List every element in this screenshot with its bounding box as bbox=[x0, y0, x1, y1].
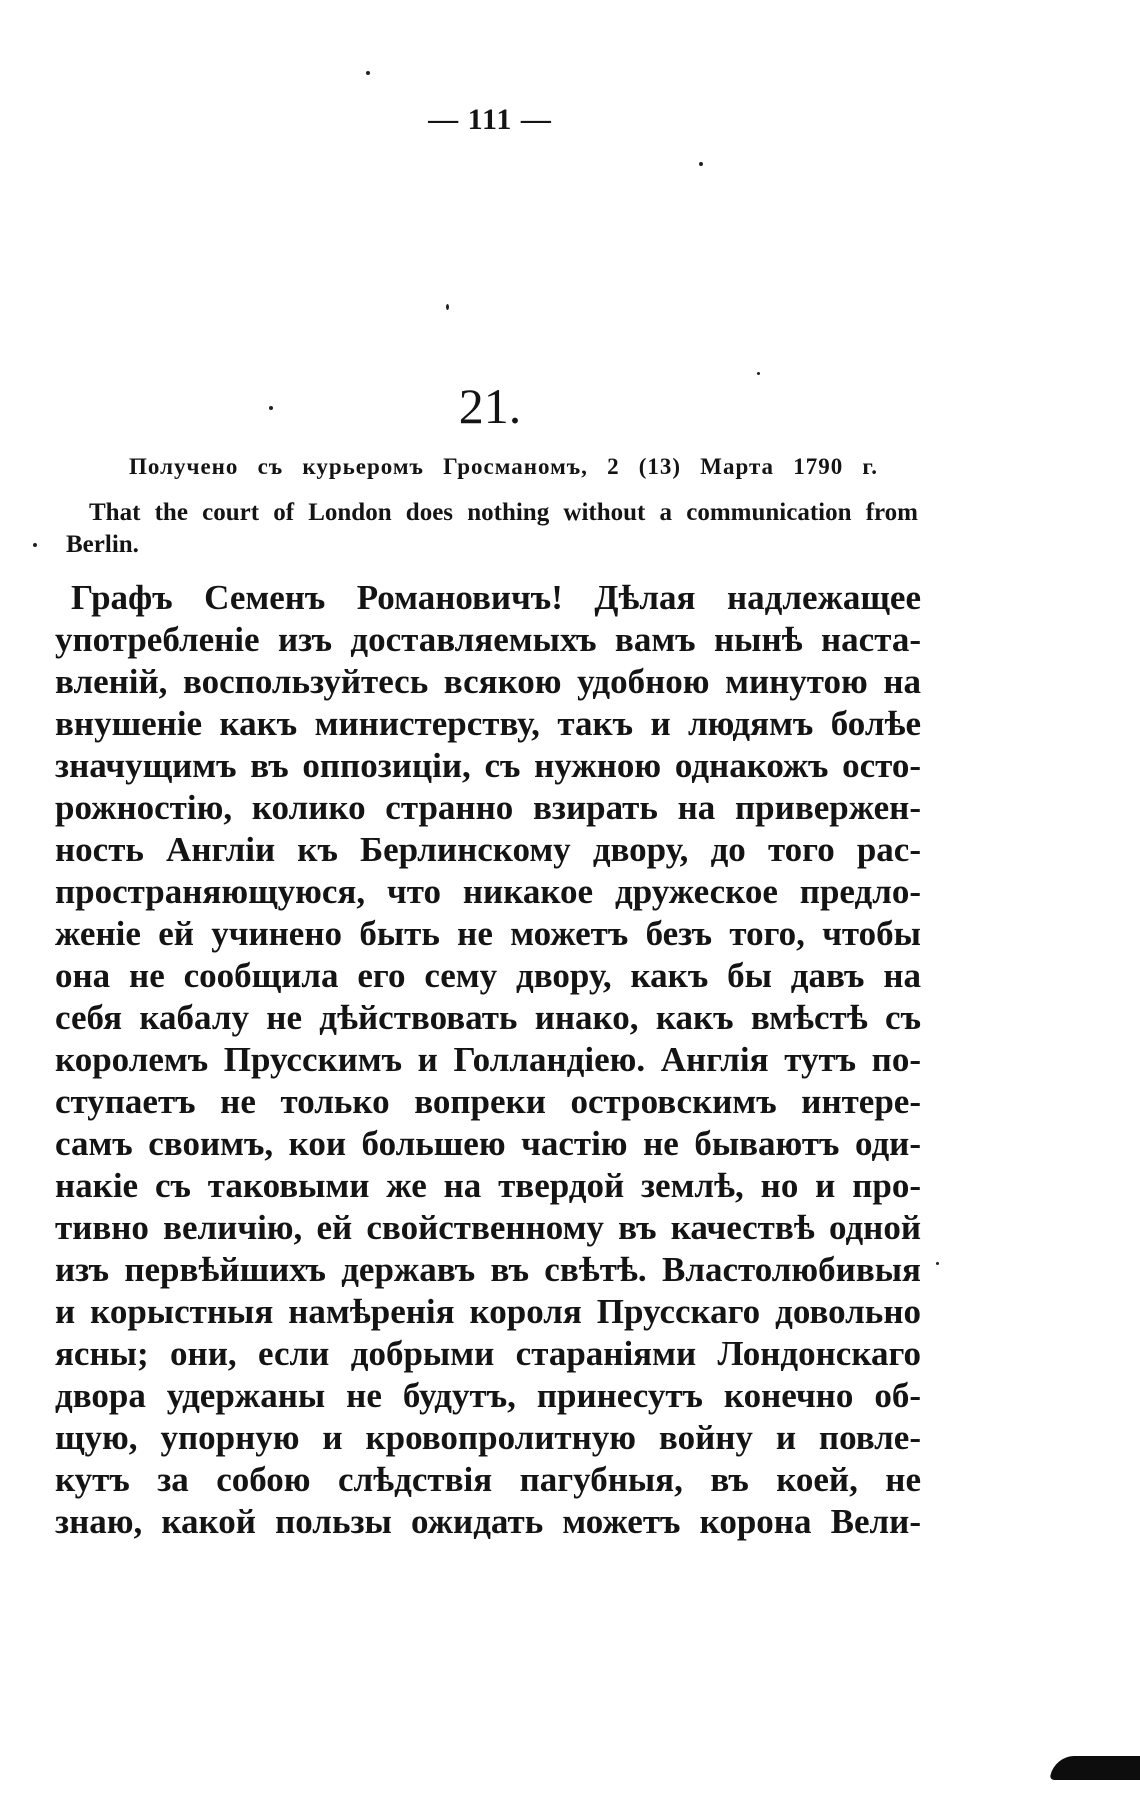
receipt-note bbox=[129, 452, 878, 482]
body-line: изъ первѣйшихъ державъ въ свѣтѣ. Властолюбивыя bbox=[55, 1250, 921, 1289]
letter-body bbox=[55, 577, 921, 1543]
body-line: накіе съ таковыми же на твердой землѣ, но и про- bbox=[55, 1166, 921, 1205]
body-line: внушеніе какъ министерству, такъ и людямъ болѣе bbox=[55, 704, 921, 743]
body-line: знаю, какой пользы ожидать можетъ корона Вели- bbox=[55, 1502, 921, 1541]
body-line: женіе ей учинено быть не можетъ безъ того, чтобы bbox=[55, 914, 921, 953]
scan-speck bbox=[366, 71, 370, 75]
body-line: она не сообщила его сему двору, какъ бы давъ на bbox=[55, 956, 921, 995]
body-line: щую, упорную и кровопролитную войну и повле- bbox=[55, 1418, 921, 1457]
receipt-note-text: Получено съ курьеромъ Гросманомъ, 2 (13) Марта 1790 г. bbox=[129, 454, 878, 479]
body-line: королемъ Прусскимъ и Голландіею. Англія тутъ по- bbox=[55, 1040, 921, 1079]
body-line: самъ своимъ, кои большею частію не бываютъ оди- bbox=[55, 1124, 921, 1163]
body-line: рожностію, колико странно взирать на привержен- bbox=[55, 788, 921, 827]
body-line: двора удержаны не будутъ, принесутъ конечно об- bbox=[55, 1376, 921, 1415]
scan-speck bbox=[33, 543, 37, 547]
english-summary-line-last: Berlin. bbox=[66, 531, 139, 558]
scan-speck bbox=[936, 1262, 939, 1265]
body-line: вленій, воспользуйтесь всякою удобною минутою на bbox=[55, 662, 921, 701]
document-number: 21. bbox=[458, 378, 522, 434]
scan-speck bbox=[269, 406, 273, 410]
body-line: тивно величію, ей свойственному въ качествѣ одной bbox=[55, 1208, 921, 1247]
body-line: пространяющуюся, что никакое дружеское предло- bbox=[55, 872, 921, 911]
page-number: — 111 — bbox=[428, 103, 552, 136]
ink-smudge bbox=[1049, 1756, 1140, 1780]
body-line: и корыстныя намѣренія короля Прусскаго довольно bbox=[55, 1292, 921, 1331]
body-line: ступаетъ не только вопреки островскимъ интере- bbox=[55, 1082, 921, 1121]
body-line: ясны; они, если добрыми стараніями Лондонскаго bbox=[55, 1334, 921, 1373]
scan-speck bbox=[757, 372, 760, 375]
body-line: Графъ Семенъ Романовичъ! Дѣлая надлежащее bbox=[71, 578, 921, 617]
scan-speck bbox=[446, 304, 449, 310]
english-summary-line bbox=[89, 498, 918, 528]
body-line: кутъ за собою слѣдствія пагубныя, въ коей, не bbox=[55, 1460, 921, 1499]
body-line: ность Англіи къ Берлинскому двору, до того рас- bbox=[55, 830, 921, 869]
body-line: употребленіе изъ доставляемыхъ вамъ нынѣ наста- bbox=[55, 620, 921, 659]
scan-speck bbox=[699, 162, 703, 166]
body-line: себя кабалу не дѣйствовать инако, какъ вмѣстѣ съ bbox=[55, 998, 921, 1037]
body-line: значущимъ въ оппозиціи, съ нужною однакожъ осто- bbox=[55, 746, 921, 785]
english-summary-text: That the court of London does nothing without a communication from bbox=[89, 499, 918, 526]
